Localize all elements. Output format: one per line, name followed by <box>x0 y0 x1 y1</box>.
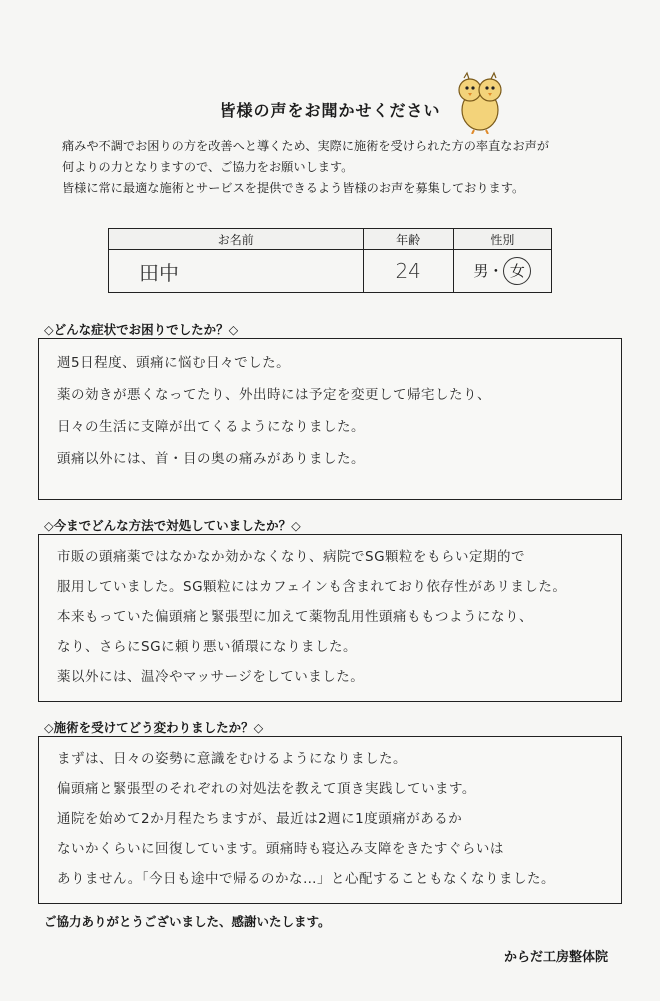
gender-separator: ・ <box>488 262 504 280</box>
answer-line: 通院を始めて2か月程たちますが、最近は2週に1度頭痛があるか <box>57 811 463 827</box>
answer-line: ありません。「今日も途中で帰るのかな…」と心配することもなくなりました。 <box>57 871 556 887</box>
answer-line: ないかくらいに回復しています。頭痛時も寝込み支障をきたすぐらいは <box>57 841 504 857</box>
gender-header: 性別 <box>453 229 551 250</box>
chick-mascot-icon <box>450 68 510 134</box>
gender-cell <box>453 250 551 293</box>
answer-line: なり、さらにSGに頼り悪い循環になりました。 <box>57 639 358 655</box>
info-table <box>108 228 552 293</box>
question-symptoms: ◇どんな症状でお困りでしたか？◇ <box>44 322 239 337</box>
name-header: お名前 <box>109 229 364 250</box>
age-cell <box>363 250 453 293</box>
answer-box-symptoms <box>38 338 622 500</box>
answer-line: 本来もっていた偏頭痛と緊張型に加えて薬物乱用性頭痛ももつようになり、 <box>57 609 533 625</box>
name-cell <box>109 250 364 293</box>
intro-line: 痛みや不調でお困りの方を改善へと導くため、実際に施術を受けられた方の率直なお声が <box>62 139 550 153</box>
answer-line: 偏頭痛と緊張型のそれぞれの対処法を教えて頂き実践しています。 <box>57 781 476 797</box>
gender-male: 男 <box>473 262 489 280</box>
intro-line: 何よりの力となりますので、ご協力をお願いします。 <box>62 160 354 174</box>
intro-line: 皆様に常に最適な施術とサービスを提供できるよう皆様のお声を募集しております。 <box>62 181 525 195</box>
answer-box-changes <box>38 736 622 904</box>
gender-female-circled: 女 <box>503 257 531 285</box>
name-value: 田中 <box>139 260 179 285</box>
clinic-name: からだ工房整体院 <box>503 950 608 965</box>
thanks-message: ご協力ありがとうございました、感謝いたします。 <box>44 914 331 929</box>
question-coping: ◇今までどんな方法で対処していましたか？◇ <box>44 518 301 533</box>
answer-line: 服用していました。SG顆粒にはカフェインも含まれており依存性があリました。 <box>57 579 567 595</box>
intro-text <box>62 136 622 199</box>
answer-line: 薬の効きが悪くなってたり、外出時には予定を変更して帰宅したり、 <box>57 387 491 403</box>
answer-line: 市販の頭痛薬ではなかなか効かなくなり、病院でSG顆粒をもらい定期的で <box>57 549 526 565</box>
answer-line: 週5日程度、頭痛に悩む日々でした。 <box>57 355 291 371</box>
answer-line: 頭痛以外には、首・目の奥の痛みがありました。 <box>57 451 365 467</box>
age-value: 24 <box>395 259 421 283</box>
age-header: 年齢 <box>363 229 453 250</box>
answer-line: まずは、日々の姿勢に意識をむけるようになりました。 <box>57 751 407 767</box>
answer-box-coping <box>38 534 622 702</box>
question-changes: ◇施術を受けてどう変わりましたか？◇ <box>44 720 264 735</box>
page-title: 皆様の声をお聞かせください <box>219 101 441 120</box>
answer-line: 日々の生活に支障が出てくるようになりました。 <box>57 419 365 435</box>
answer-line: 薬以外には、温冷やマッサージをしていました。 <box>57 669 365 685</box>
